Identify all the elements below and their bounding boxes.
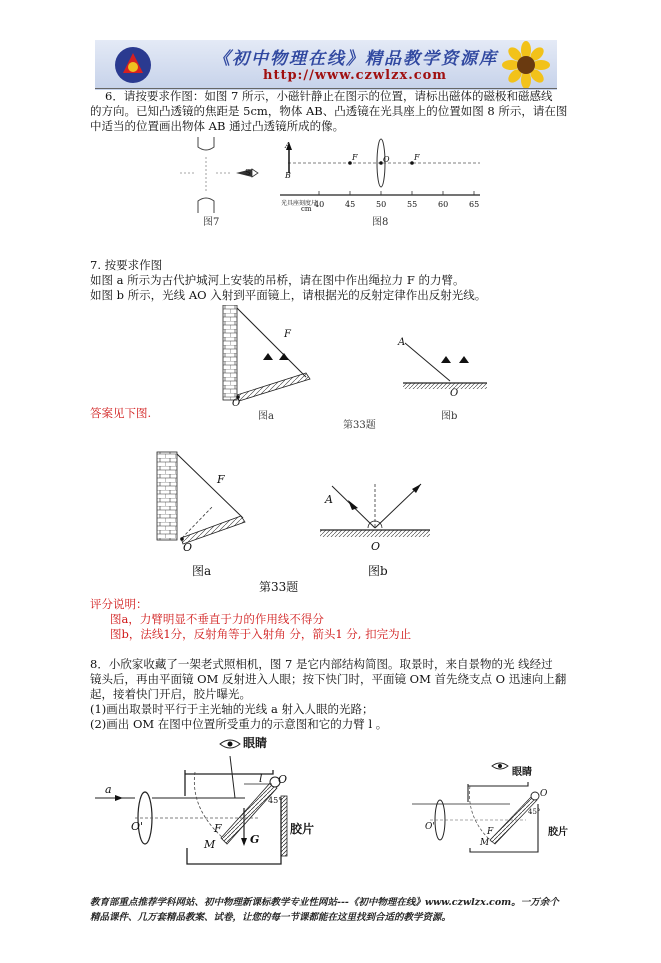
answer-note: 答案见下图. (90, 406, 152, 420)
fig8-O: O (383, 155, 390, 164)
fig-a-O: O (232, 398, 241, 409)
fig8-tick-50: 50 (376, 200, 387, 209)
q6-line3: 中适当的位置画出物体 AB 通过凸透镜所成的像。 (90, 119, 345, 133)
grading-line2: 图b，法线1分，反射角等于入射角 分，箭头1 分, 扣完为止 (110, 627, 412, 641)
q8-line2: 镜头后，再由平面镜 OM 反射进入人眼；按下快门时，平面镜 OM 首先绕支点 O 迅速向上翻 (90, 672, 567, 686)
small-F-label: F (487, 827, 494, 837)
figure-a-drawbridge (220, 305, 330, 410)
camera-eye-label: 眼睛 (243, 736, 268, 750)
angle-45-label: 45° (268, 796, 283, 805)
header-banner (95, 40, 557, 90)
fig8-unit: cm (301, 205, 312, 213)
fig8-tick-60: 60 (438, 200, 449, 209)
q6-line1: 6．请按要求作图：如图 7 所示，小磁针静止在图示的位置，请标出磁体的磁极和磁感线 (105, 89, 553, 103)
ans-fig-b-O: O (371, 540, 381, 553)
mirror-M-label: M (204, 838, 216, 851)
fig8-F-left: F (352, 153, 358, 162)
fig8-F-right: F (414, 153, 420, 162)
fig-b-O: O (450, 388, 459, 399)
fig8-tick-40: 40 (314, 200, 325, 209)
ans-question-number: 第33题 (259, 580, 299, 594)
ans-fig-a-O: O (183, 541, 193, 554)
arm-l-label: l (259, 772, 263, 785)
ans-fig-a-F: F (217, 473, 225, 486)
q7-question-number: 第33题 (343, 420, 376, 431)
small-M-label: M (480, 838, 490, 848)
fig8-tick-65: 65 (469, 200, 480, 209)
ray-a-label: a (105, 783, 112, 796)
fig-b-A: A (398, 337, 406, 348)
camera-film-label: 胶片 (290, 822, 315, 836)
footer-line2: 精品课件、几万套精品教案、试卷，让您的每一节课都能在这里找到合适的教学资源。 (90, 912, 452, 923)
small-O-label: O (540, 789, 548, 799)
figure-b-mirror (395, 335, 490, 395)
small-lens-O-label: O' (425, 822, 435, 832)
q8-line4: (1)画出取景时平行于主光轴的光线 a 射入人眼的光路； (90, 702, 374, 716)
small-film-label: 胶片 (548, 827, 568, 838)
ans-fig-b-caption: 图b (368, 564, 388, 578)
fig8-tick-45: 45 (345, 200, 356, 209)
focus-F-label: F (214, 822, 222, 835)
q8-line1: 8．小欣家收藏了一架老式照相机，图 7 是它内部结构简图。取景时，来自景物的光 线经过 (90, 657, 553, 671)
fig-a-F: F (284, 329, 291, 340)
fig8-B: B (285, 171, 291, 180)
pivot-O-label: O (278, 773, 288, 786)
ans-fig-a-caption: 图a (192, 564, 212, 578)
sunflower-icon (495, 40, 557, 90)
banner-url: http://www.czwlzx.com (263, 68, 448, 83)
gravity-G-label: G (250, 833, 260, 846)
grading-line1: 图a，力臂明显不垂直于力的作用线不得分 (110, 612, 324, 626)
small-angle-label: 45° (528, 808, 541, 816)
banner-title: 《初中物理在线》精品教学资源库 (213, 49, 498, 69)
lens-O-label: O' (131, 820, 144, 833)
fig8-caption: 图8 (372, 217, 389, 228)
q8-line3: 起，接着快门开启，胶片曝光。 (90, 687, 251, 701)
needle-s-label: S (245, 168, 251, 177)
q7-title: 7. 按要求作图 (90, 258, 163, 272)
fig8-bench-label: 光具座刻度尺 (281, 200, 318, 207)
q6-line2: 的方向。已知凸透镜的焦距是 5cm，物体 AB、凸透镜在光具座上的位置如图 8 所示，请在图 (90, 104, 568, 118)
fig8-tick-55: 55 (407, 200, 418, 209)
fig8-A: A (285, 141, 291, 150)
answer-figure-b (318, 478, 438, 548)
figure-7-magnet (180, 135, 260, 220)
answer-figure-a (155, 450, 255, 550)
q8-line5: (2)画出 OM 在图中位置所受重力的示意图和它的力臂 l 。 (90, 717, 388, 731)
grading-title: 评分说明： (90, 597, 148, 611)
fig-a-caption: 图a (258, 411, 274, 422)
footer-line1: 教育部重点推荐学科网站、初中物理新课标教学专业性网站---《初中物理在线》www.czwlzx.com。一万余个 (90, 897, 559, 908)
fig-b-caption: 图b (441, 411, 458, 422)
q7-line1: 如图 a 所示为古代护城河上安装的吊桥，请在图中作出绳拉力 F 的力臂。 (90, 273, 465, 287)
q7-line2: 如图 b 所示，光线 AO 入射到平面镜上，请根据光的反射定律作出反射光线。 (90, 288, 487, 302)
small-eye-label: 眼睛 (512, 767, 532, 778)
fig7-caption: 图7 (203, 217, 220, 228)
ans-fig-b-A: A (325, 493, 333, 506)
logo-icon (113, 45, 153, 85)
